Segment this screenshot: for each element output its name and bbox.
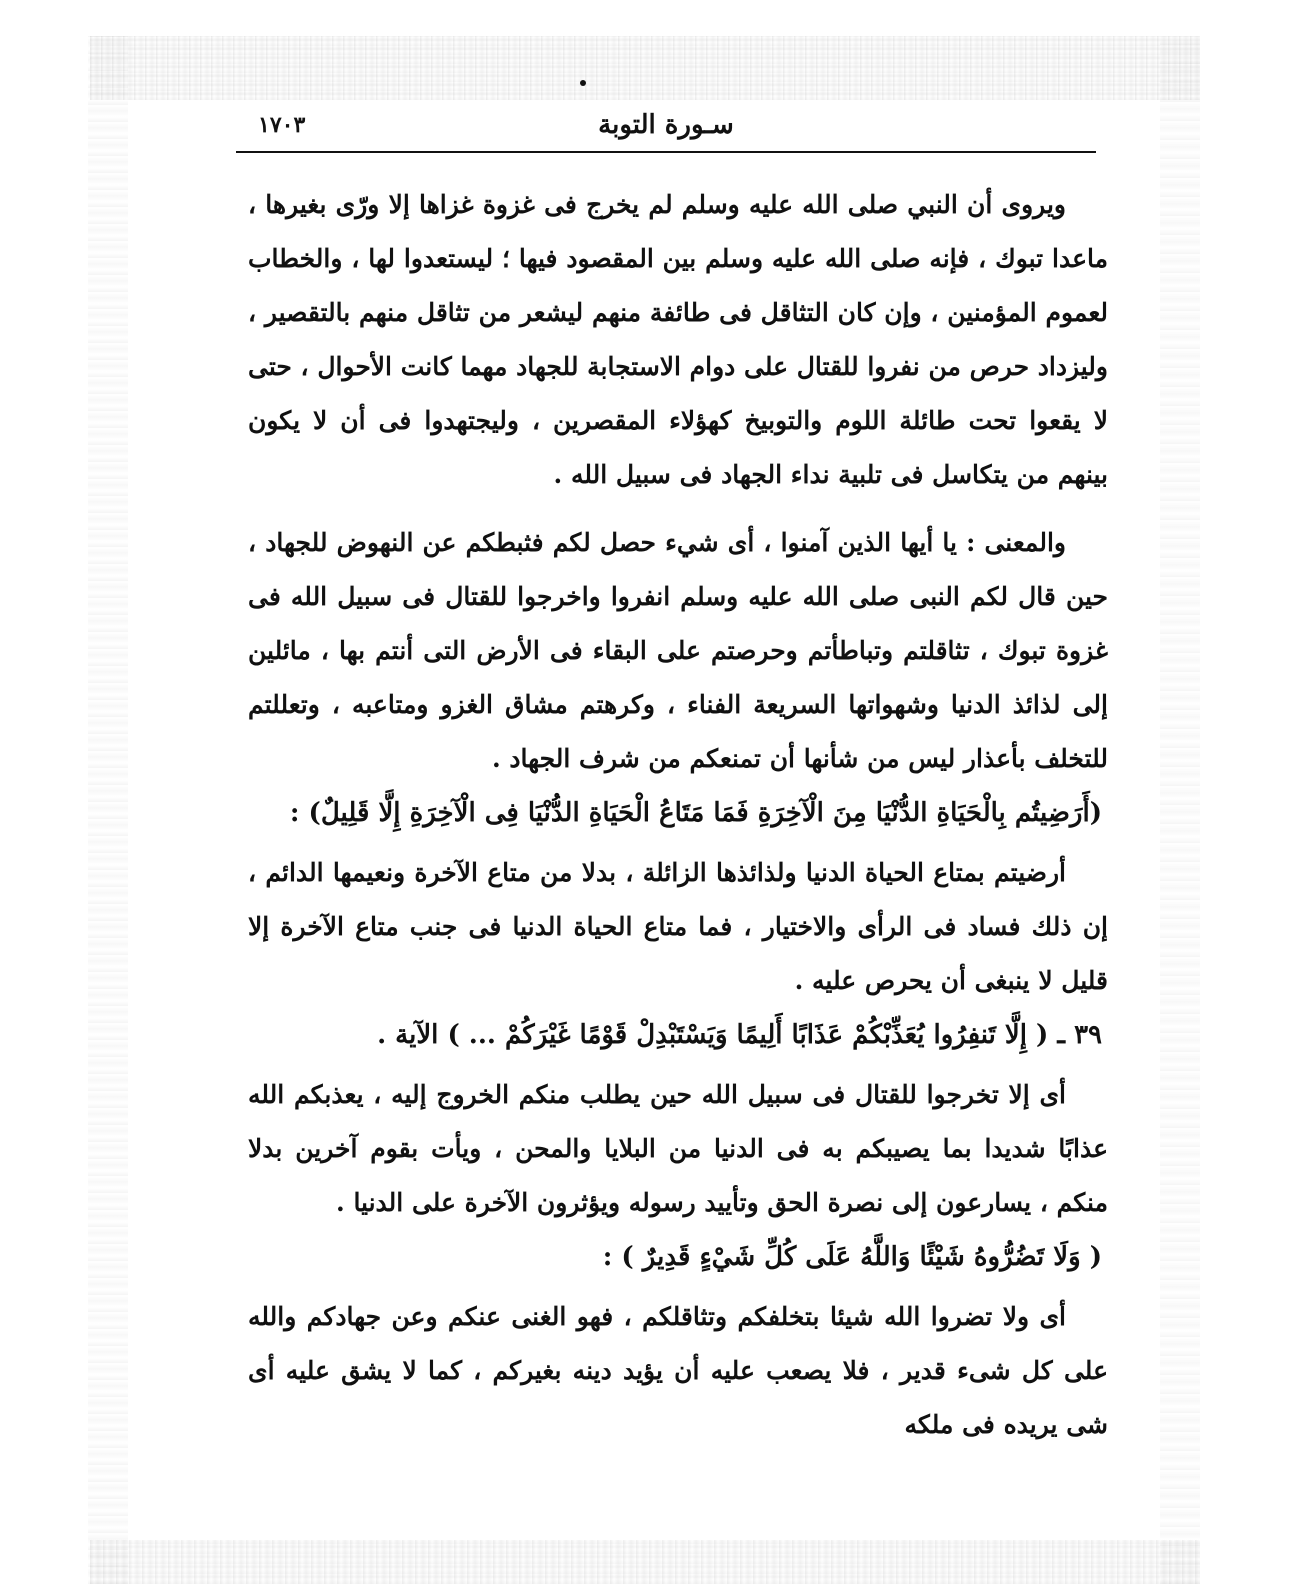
page-number: ١٧٠٣ [258,112,306,138]
verse-quote-2: ٣٩ ـ ( إِلَّا تَنفِرُوا يُعَذِّبْكُمْ عَذَابًا أَلِيمًا وَيَسْتَبْدِلْ قَوْمًا غَيْرَكُمْ ... ) الآية . [377,1020,1102,1050]
paragraph-meaning: والمعنى : يا أيها الذين آمنوا ، أى شيء حصل لكم فثبطكم عن النهوض للجهاد ، حين قال لكم النبى صلى الله عليه وسلم انفروا واخرجوا للقتال فى سبيل الله فى غزوة تبوك ، تثاقلتم وتباطأتم وحرصتم على البقاء فى الأرض التى أنتم بها ، مائلين إلى لذائذ الدنيا وشهواتها السريعة الفناء ، وكرهتم مشاق الغزو ومتاعبه ، وتعللتم للتخلف بأعذار ليس من شأنها أن تمنعكم من شرف الجهاد . [248,528,1108,773]
scan-noise-top [90,36,1200,100]
header-divider [236,151,1096,153]
chapter-title: سـورة التوبة [598,110,734,140]
scan-noise-bottom [90,1540,1200,1584]
paragraph-verse-3-explanation: أى ولا تضروا الله شيئا بتخلفكم وتثاقلكم ، فهو الغنى عنكم وعن جهادكم والله على كل شىء قدير ، فلا يصعب عليه أن يؤيد دينه بغيركم ، كما لا يشق عليه أى شى يريده فى ملكه [248,1302,1108,1439]
scan-noise-right [1160,36,1200,1584]
print-dot [580,80,586,86]
page-header [238,108,1094,148]
page-body [248,178,1108,1452]
scan-noise-left [88,36,128,1584]
paragraph-intro: ويروى أن النبي صلى الله عليه وسلم لم يخرج فى غزوة غزاها إلا ورّى بغيرها ، ماعدا تبوك ، فإنه صلى الله عليه وسلم بين المقصود فيها ؛ ليستعدوا لها ، والخطاب لعموم المؤمنين ، وإن كان التثاقل فى طائفة منهم ليشعر من تثاقل منهم بالتقصير ، وليزداد حرص من نفروا للقتال على دوام الاستجابة للجهاد مهما كانت الأحوال ، حتى لا يقعوا تحت طائلة اللوم والتوبيخ كهؤلاء المقصرين ، وليجتهدوا فى أن لا يكون بينهم من يتكاسل فى تلبية نداء الجهاد فى سبيل الله . [248,190,1108,489]
verse-quote-3: ( وَلَا تَضُرُّوهُ شَيْئًا وَاللَّهُ عَلَى كُلِّ شَيْءٍ قَدِيرٌ ) : [602,1242,1102,1272]
paragraph-verse-1-explanation: أرضيتم بمتاع الحياة الدنيا ولذائذها الزائلة ، بدلا من متاع الآخرة ونعيمها الدائم ، إن ذلك فساد فى الرأى والاختيار ، فما متاع الحياة الدنيا فى جنب متاع الآخرة إلا قليل لا ينبغى أن يحرص عليه . [248,858,1108,995]
verse-quote-1: (أَرَضِيتُم بِالْحَيَاةِ الدُّنْيَا مِنَ الْآخِرَةِ فَمَا مَتَاعُ الْحَيَاةِ الدُّنْيَا فِى الْآخِرَةِ إِلَّا قَلِيلٌ) : [289,798,1102,828]
paragraph-verse-2-explanation: أى إلا تخرجوا للقتال فى سبيل الله حين يطلب منكم الخروج إليه ، يعذبكم الله عذابًا شديدا بما يصيبكم به فى الدنيا من البلايا والمحن ، ويأت بقوم آخرين بدلا منكم ، يسارعون إلى نصرة الحق وتأييد رسوله ويؤثرون الآخرة على الدنيا . [248,1080,1108,1217]
